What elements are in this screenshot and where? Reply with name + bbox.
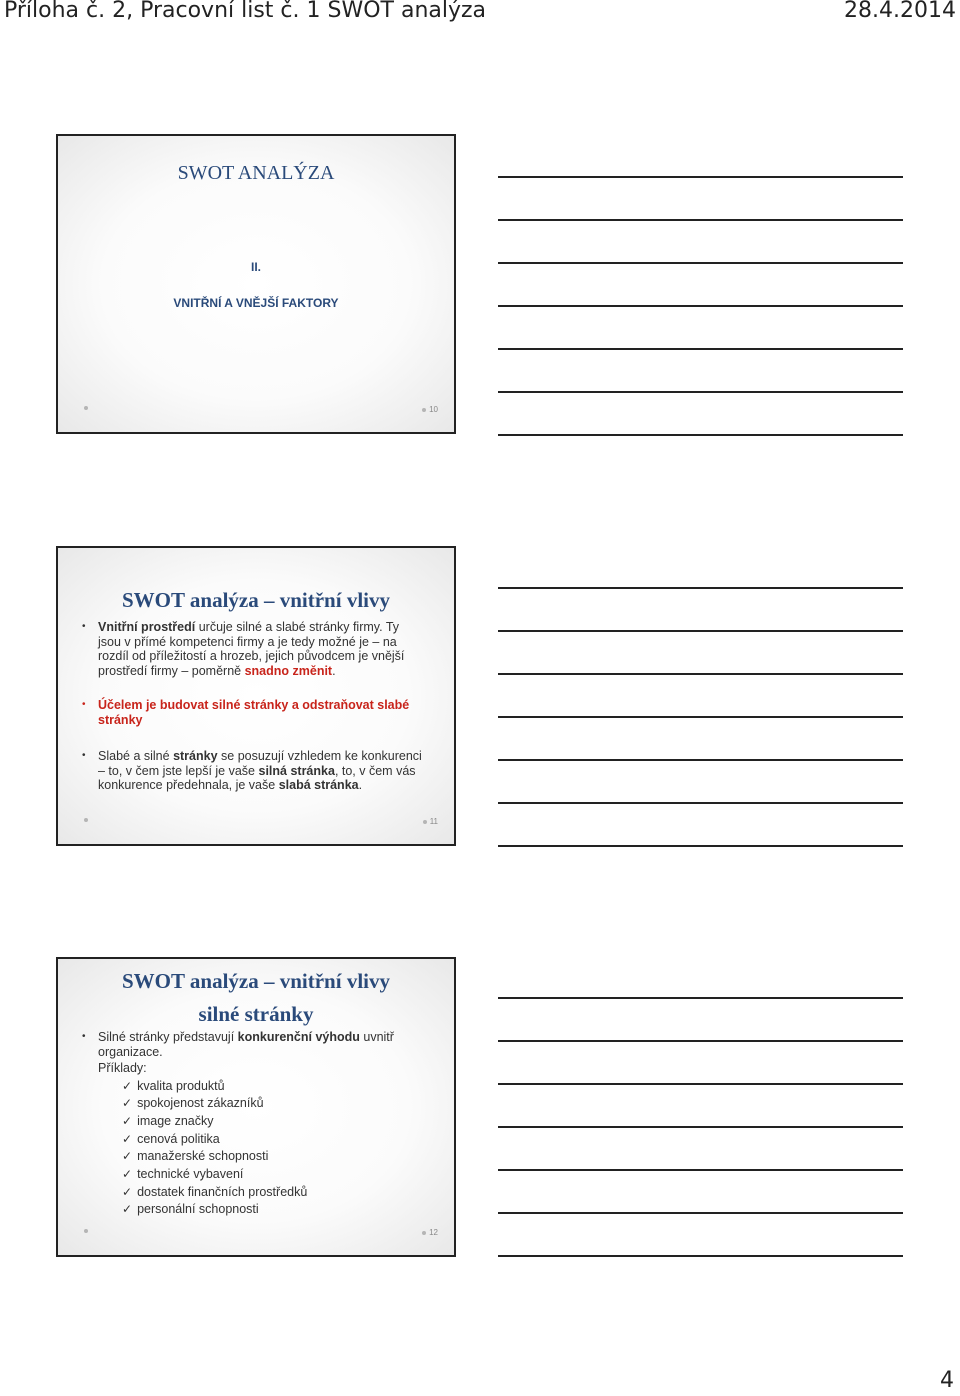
note-line [498, 348, 903, 350]
examples-label: Příklady: [98, 1061, 147, 1075]
list-item: ✓ technické vybavení [122, 1167, 244, 1182]
header-date: 28.4.2014 [844, 0, 956, 23]
note-line [498, 716, 903, 718]
note-line [498, 305, 903, 307]
list-item: ✓ personální schopnosti [122, 1202, 259, 1217]
slide-title-sub: silné stránky [198, 1002, 314, 1026]
check-icon: ✓ [122, 1131, 133, 1146]
slide-12 [56, 957, 456, 1257]
slide-title: SWOT ANALÝZA [177, 162, 335, 184]
note-line [498, 176, 903, 178]
note-line [498, 391, 903, 393]
check-icon: ✓ [122, 1078, 133, 1093]
note-line [498, 630, 903, 632]
bullet-strengths-intro: • Silné stránky představují konkurenční výhodu uvnitř organizace. [82, 1030, 394, 1059]
note-line [498, 219, 903, 221]
note-line [498, 1126, 903, 1128]
list-item: ✓ kvalita produktů [122, 1078, 225, 1093]
examples-list [82, 1078, 424, 1220]
bullet-icon: • [82, 1031, 86, 1042]
slide-body [82, 1030, 424, 1219]
check-icon: ✓ [122, 1149, 133, 1164]
slide-dot-icon [84, 1229, 88, 1233]
note-line [498, 997, 903, 999]
bullet-icon: • [82, 699, 86, 710]
slide-10 [56, 134, 456, 434]
page-number: 4 [940, 1368, 954, 1393]
bullet-internal-environment: • Vnitřní prostředí určuje silné a slabé stránky firmy. Ty jsou v přímé kompetenci firmy a je tedy možné je – na rozdíl od příležitostí a hrozeb, jejich původcem je vnější prostředí firmy – poměrně snadno změnit. [82, 620, 405, 678]
note-line [498, 587, 903, 589]
list-item: ✓ cenová politika [122, 1131, 220, 1146]
check-icon: ✓ [122, 1096, 133, 1111]
note-line [498, 802, 903, 804]
list-item: ✓ dostatek finančních prostředků [122, 1184, 308, 1199]
slide-dot-icon [84, 406, 88, 410]
slide-subtitle-roman: II. [250, 260, 261, 274]
note-line [498, 673, 903, 675]
bullet-icon: • [82, 750, 86, 761]
slide-subtitle: VNITŘNÍ A VNĚJŠÍ FAKTORY [173, 296, 339, 310]
bullet-purpose: • Účelem je budovat silné stránky a odstraňovat slabé stránky [82, 698, 410, 727]
note-line [498, 434, 903, 436]
header-title: Příloha č. 2, Pracovní list č. 1 SWOT analýza [4, 0, 487, 23]
slide-dot-icon [84, 818, 88, 822]
slide-body [82, 620, 424, 793]
list-item: ✓ spokojenost zákazníků [122, 1096, 264, 1111]
slide-11 [56, 546, 456, 846]
check-icon: ✓ [122, 1113, 133, 1128]
bullet-icon: • [82, 621, 86, 632]
list-item: ✓ image značky [122, 1113, 214, 1128]
slide-number: 12 [422, 1228, 438, 1237]
check-icon: ✓ [122, 1202, 133, 1217]
note-line [498, 845, 903, 847]
slide-title: SWOT analýza – vnitřní vlivy [122, 588, 390, 612]
note-line [498, 1083, 903, 1085]
slide-number: 10 [422, 405, 438, 414]
note-line [498, 1255, 903, 1257]
note-line [498, 759, 903, 761]
note-line [498, 1040, 903, 1042]
slide-title: SWOT analýza – vnitřní vlivy [122, 969, 390, 993]
note-line [498, 1212, 903, 1214]
note-line [498, 262, 903, 264]
check-icon: ✓ [122, 1184, 133, 1199]
list-item: ✓ manažerské schopnosti [122, 1149, 269, 1164]
slide-number: 11 [423, 817, 438, 826]
check-icon: ✓ [122, 1167, 133, 1182]
bullet-weak-strong: • Slabé a silné stránky se posuzují vzhledem ke konkurenci – to, v čem jste lepší je vaše silná stránka, to, v čem vás konkurence předehnala, je vaše slabá stránka. [82, 749, 422, 792]
note-line [498, 1169, 903, 1171]
